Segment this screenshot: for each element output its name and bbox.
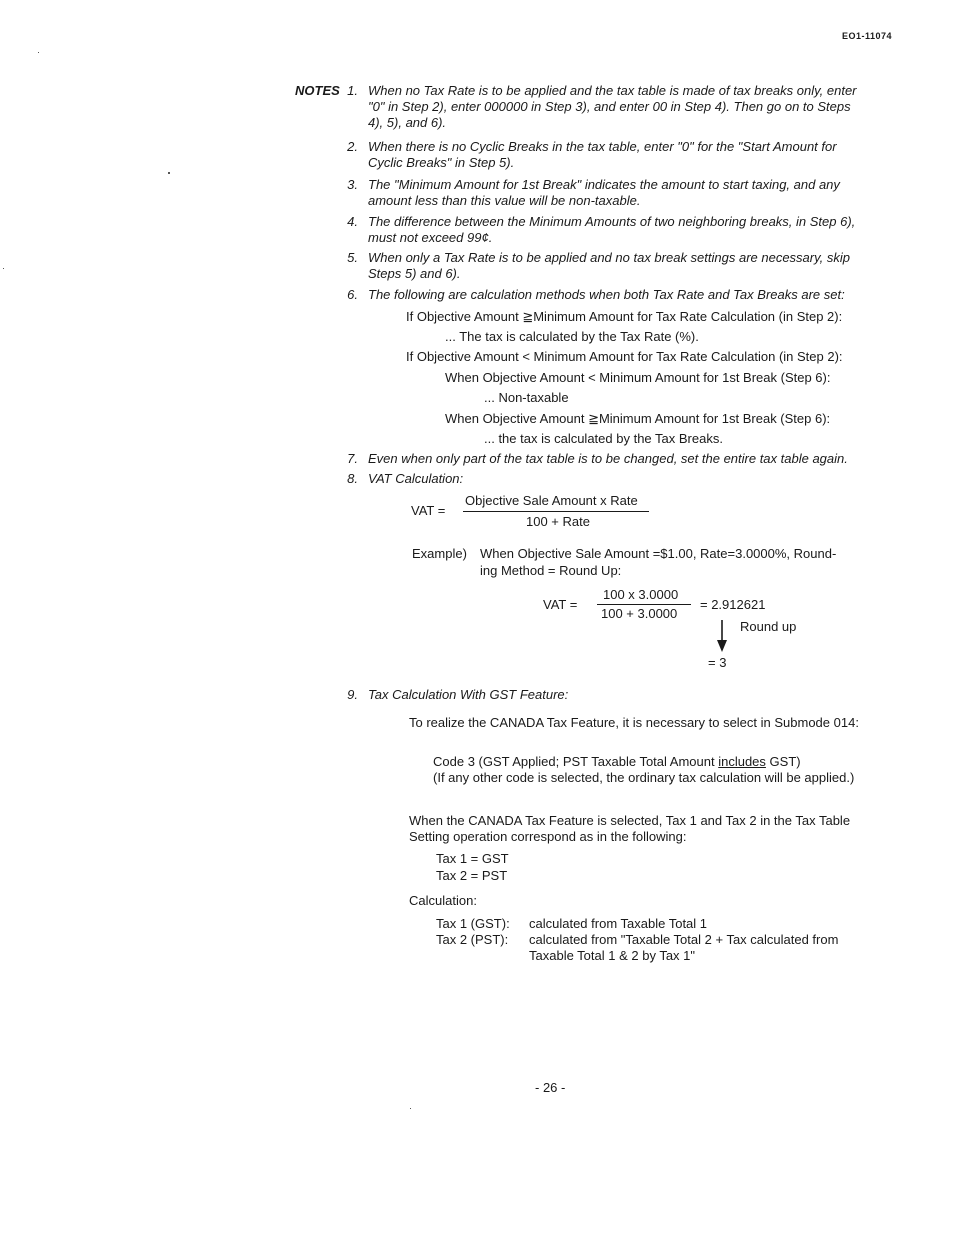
vat-denominator: 100 + Rate (526, 514, 590, 529)
vat-label: VAT = (411, 503, 446, 518)
gst-code-note: (If any other code is selected, the ordinary tax calculation will be applied.) (433, 770, 855, 785)
note-number: 4. (347, 214, 358, 229)
example-numerator: 100 x 3.0000 (603, 587, 679, 602)
scan-speck (38, 52, 39, 53)
example-label: Example) (412, 546, 467, 561)
note-text: When only a Tax Rate is to be applied and no tax break settings are necessary, skip Steps 5) and 6). (368, 250, 850, 281)
vat-fraction-line (463, 511, 649, 512)
note-number: 5. (347, 250, 358, 265)
note-number: 8. (347, 471, 358, 486)
tax2-mapping: Tax 2 = PST (436, 868, 508, 883)
calc2-label: Tax 2 (PST): (436, 932, 509, 947)
note-number: 6. (347, 287, 358, 302)
page-number: - 26 - (535, 1080, 566, 1095)
vat-numerator: Objective Sale Amount x Rate (465, 493, 638, 508)
scan-speck (3, 268, 4, 269)
example-vat-label: VAT = (543, 597, 578, 612)
note-text: When no Tax Rate is to be applied and the tax table is made of tax breaks only, enter "0" in Step 2), enter 000000 in Step 3), and enter 00 in Step 4). Then go on to Steps 4), 5), and 6). (368, 83, 857, 130)
final-result: = 3 (708, 655, 727, 670)
example-fraction-line (597, 604, 691, 605)
note-number: 1. (347, 83, 358, 98)
note6-condition-1: If Objective Amount ≧Minimum Amount for Tax Rate Calculation (in Step 2): (406, 309, 843, 324)
note-text: The "Minimum Amount for 1st Break" indicates the amount to start taxing, and any amount less than this value will be non-taxable. (368, 177, 840, 208)
note-text: Even when only part of the tax table is to be changed, set the entire tax table again. (368, 451, 848, 466)
tax1-mapping: Tax 1 = GST (436, 851, 509, 866)
note6-condition-2: If Objective Amount < Minimum Amount for Tax Rate Calculation (in Step 2): (406, 349, 843, 364)
example-denominator: 100 + 3.0000 (601, 606, 678, 621)
calculation-label: Calculation: (409, 893, 477, 908)
note-text: VAT Calculation: (368, 471, 464, 486)
note-number: 3. (347, 177, 358, 192)
notes-label: NOTES (295, 83, 340, 98)
note6-sub-result-2: ... the tax is calculated by the Tax Breaks. (484, 431, 723, 446)
note6-sub-condition-1: When Objective Amount < Minimum Amount for 1st Break (Step 6): (445, 370, 831, 385)
gst-code-prefix: Code 3 (GST Applied; PST Taxable Total Amount (433, 754, 719, 769)
note-text: The following are calculation methods when both Tax Rate and Tax Breaks are set: (368, 287, 845, 302)
gst-code-emphasis: includes (718, 754, 766, 769)
gst-code-line (433, 754, 801, 770)
document-id: EO1-11074 (842, 31, 893, 41)
example-result: = 2.912621 (700, 597, 766, 612)
example-text-line-2: ing Method = Round Up: (480, 563, 622, 578)
gst-intro: To realize the CANADA Tax Feature, it is necessary to select in Submode 014: (409, 715, 859, 730)
scan-speck (410, 1108, 411, 1109)
calc1-label: Tax 1 (GST): (436, 916, 510, 931)
example-text-line-1: When Objective Sale Amount =$1.00, Rate=3.0000%, Round- (480, 546, 837, 561)
note-number: 7. (347, 451, 358, 466)
note-text: The difference between the Minimum Amounts of two neighboring breaks, in Step 6), must not exceed 99¢. (368, 214, 856, 245)
calc2-text: calculated from "Taxable Total 2 + Tax calculated from Taxable Total 1 & 2 by Tax 1" (529, 932, 839, 963)
arrow-down-icon (716, 620, 728, 654)
note-number: 2. (347, 139, 358, 154)
gst-code-suffix: GST) (765, 754, 801, 769)
note6-sub-condition-2: When Objective Amount ≧Minimum Amount for 1st Break (Step 6): (445, 411, 831, 426)
calc1-text: calculated from Taxable Total 1 (529, 916, 708, 931)
scan-speck (168, 172, 170, 174)
note-text: When there is no Cyclic Breaks in the tax table, enter "0" for the "Start Amount for Cyclic Breaks" in Step 5). (368, 139, 837, 170)
note6-sub-result-1: ... Non-taxable (484, 390, 569, 405)
note-number: 9. (347, 687, 358, 702)
note6-result-1: ... The tax is calculated by the Tax Rate (%). (445, 329, 699, 344)
canada-feature-text: When the CANADA Tax Feature is selected, Tax 1 and Tax 2 in the Tax Table Setting operation correspond as in the following: (409, 813, 851, 844)
round-up-label: Round up (740, 619, 797, 634)
note-text: Tax Calculation With GST Feature: (368, 687, 569, 702)
